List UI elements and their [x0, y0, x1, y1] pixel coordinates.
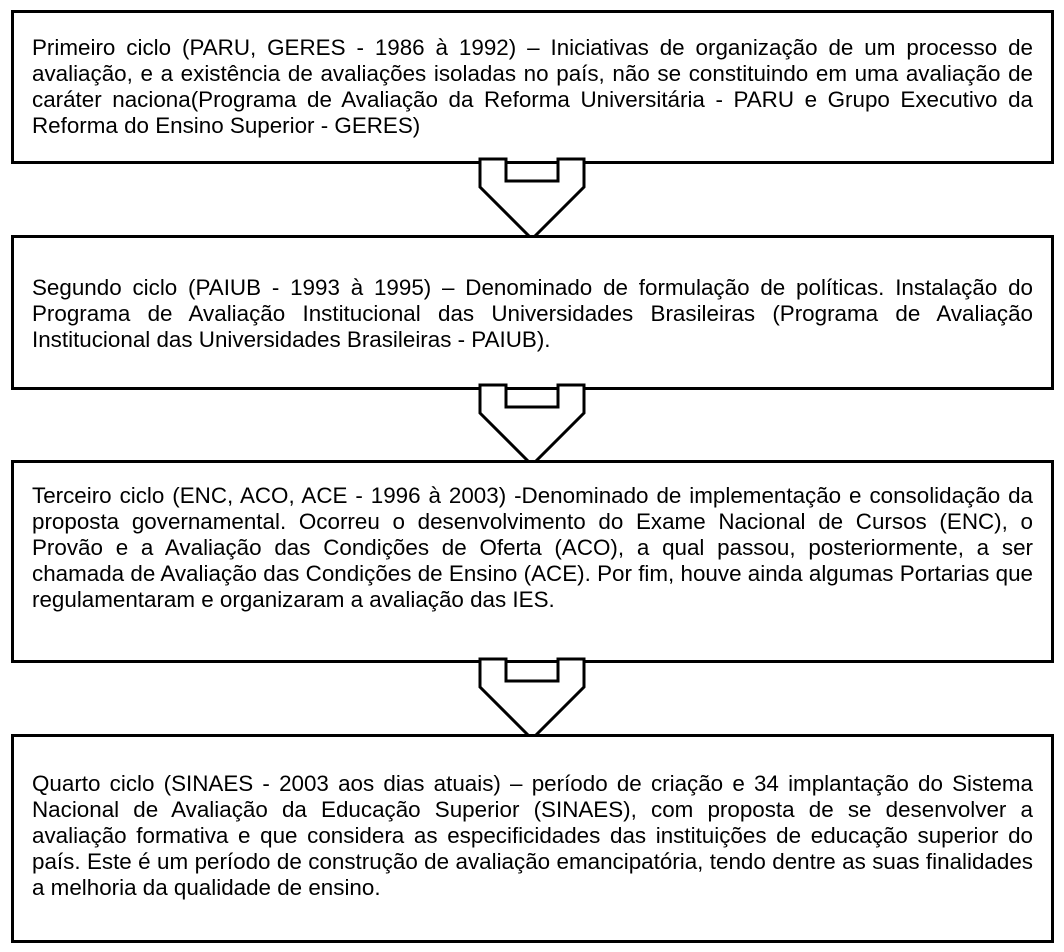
cycle-box-2 [11, 235, 1054, 390]
cycle-box-1 [11, 10, 1054, 164]
cycle-1-text: Primeiro ciclo (PARU, GERES - 1986 à 1992) – Iniciativas de organização de um processo de avaliação, e a existência de avaliações isoladas no país, não se constituindo em uma avaliação de caráter naciona(Programa de Avaliação da Reforma Universitária - PARU e Grupo Executivo da Reforma do Ensino Superior - GERES) [32, 35, 1033, 138]
cycle-3-text: Terceiro ciclo (ENC, ACO, ACE - 1996 à 2003) -Denominado de implementação e consolidação da proposta governamental. Ocorreu o desenvolvimento do Exame Nacional de Cursos (ENC), o Provão e a Avaliação das Condições de Oferta (ACO), a qual passou, posteriormente, a ser chamada de Avaliação das Condições de Ensino (ACE). Por fim, houve ainda algumas Portarias que regulamentaram e organizaram a avaliação das IES. [32, 483, 1033, 612]
down-arrow-icon [452, 157, 612, 241]
down-arrow-icon [452, 657, 612, 741]
cycle-box-3 [11, 460, 1054, 663]
down-arrow-icon [452, 383, 612, 467]
cycle-4-text: Quarto ciclo (SINAES - 2003 aos dias atuais) – período de criação e 34 implantação do Sistema Nacional de Avaliação da Educação Superior (SINAES), com proposta de se desenvolver a avaliação formativa e que considera as especificidades das instituições de educação superior do país. Este é um período de construção de avaliação emancipatória, tendo dentre as suas finalidades a melhoria da qualidade de ensino. [32, 771, 1033, 900]
cycle-2-text: Segundo ciclo (PAIUB - 1993 à 1995) – Denominado de formulação de políticas. Instalação do Programa de Avaliação Institucional das Universidades Brasileiras (Programa de Avaliação Institucional das Universidades Brasileiras - PAIUB). [32, 275, 1033, 352]
cycle-box-4 [11, 734, 1054, 943]
